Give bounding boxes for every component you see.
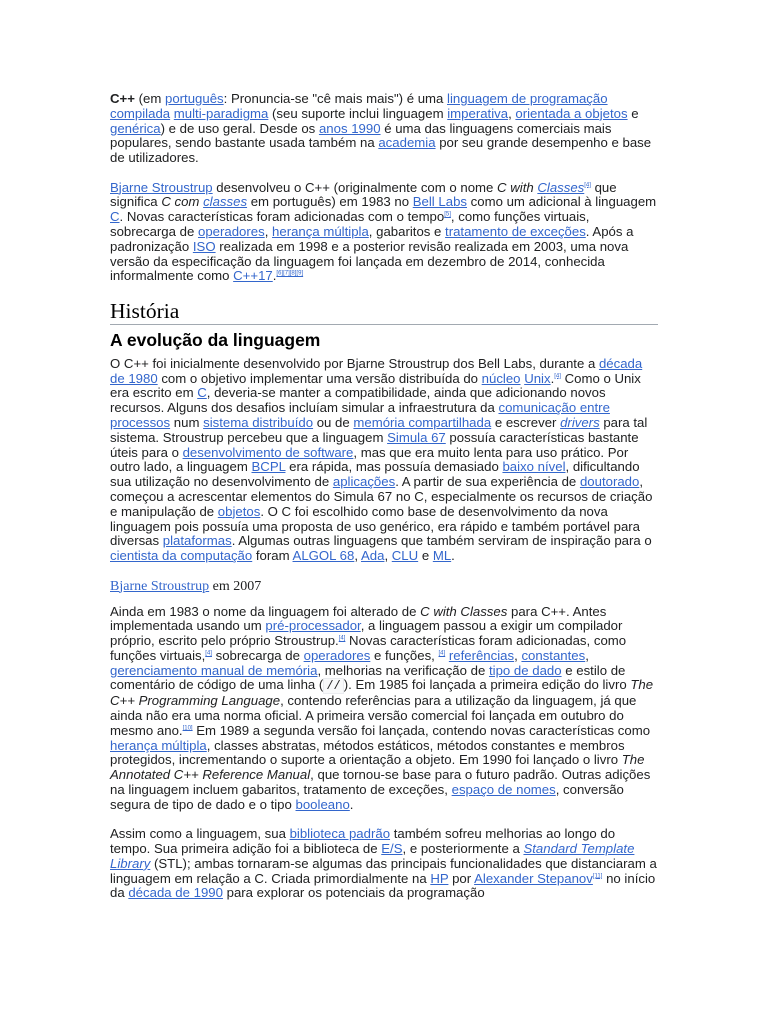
text: (em — [134, 91, 165, 106]
link-unix[interactable]: Unix — [524, 370, 551, 386]
reference-4[interactable]: [4] — [438, 650, 446, 657]
text: . — [550, 370, 555, 386]
text: que significa — [110, 179, 617, 210]
subsection-heading-evolucao: A evolução da linguagem — [110, 329, 321, 350]
reference-5[interactable]: [5] — [444, 211, 451, 218]
text: , mas que era muito lenta para uso prático. Por outro lado, a linguagem — [110, 444, 629, 475]
link-operadores[interactable]: operadores — [303, 647, 371, 663]
reference-4[interactable]: [4] — [554, 373, 561, 380]
text: foram — [252, 548, 293, 564]
text: com o objetivo implementar uma versão distribuída do — [157, 370, 482, 386]
text: , — [508, 105, 516, 121]
link-drivers[interactable]: drivers — [560, 414, 600, 430]
link-hp[interactable]: HP — [430, 870, 449, 886]
link-decada-1990[interactable]: década de 1990 — [128, 885, 223, 901]
text: , melhorias na verificação de — [317, 662, 489, 678]
link-heranca-multipla[interactable]: herança múltipla — [272, 223, 369, 239]
text: , como funções virtuais, sobrecarga de — [110, 209, 590, 239]
italic-text: C with — [497, 179, 538, 195]
link-bcpl[interactable]: BCPL — [251, 459, 286, 475]
link-bell-labs[interactable]: Bell Labs — [412, 194, 468, 210]
text: , dificultando sua utilização no desenvolvimento de — [110, 459, 640, 490]
link-tipo-de-dado[interactable]: tipo de dado — [488, 662, 562, 678]
link-imperativa[interactable]: imperativa — [447, 105, 509, 121]
text: em 2007 — [209, 578, 262, 594]
text: Novas características foram adicionadas, como funções virtuais, — [110, 633, 627, 663]
link-c[interactable]: C — [110, 209, 120, 225]
section-heading-historia: História — [110, 299, 658, 325]
text: por — [448, 870, 475, 886]
text: . A partir de sua experiência de — [395, 474, 580, 490]
link-nucleo[interactable]: núcleo — [481, 370, 521, 386]
link-alexander-stepanov[interactable]: Alexander Stepanov — [474, 870, 593, 886]
text: : Pronuncia-se "cê mais mais") é uma — [223, 91, 448, 106]
link-desenvolvimento-software[interactable]: desenvolvimento de software — [182, 444, 354, 460]
text: sobrecarga de — [211, 647, 304, 663]
link-cientista-computacao[interactable]: cientista da computação — [110, 548, 253, 564]
link-objetos[interactable]: objetos — [217, 503, 261, 519]
link-bjarne-stroustrup[interactable]: Bjarne Stroustrup — [110, 179, 213, 195]
link-orientada-objetos[interactable]: orientada a objetos — [515, 105, 628, 121]
link-tratamento-excecoes[interactable]: tratamento de exceções — [445, 223, 586, 239]
text: em português) em 1983 no — [247, 194, 413, 210]
text: Assim como a linguagem, sua — [110, 826, 290, 842]
text: e escrever — [491, 414, 561, 430]
link-pre-processador[interactable]: pré-processador — [265, 618, 361, 634]
reference-6-9[interactable]: [6][7][8][9] — [276, 270, 304, 277]
text: é uma das linguagens comerciais mais populares, sendo bastante usada também na — [110, 120, 612, 151]
link-c[interactable]: C — [197, 385, 207, 401]
historia-paragraph-2 — [110, 605, 658, 813]
code-comment: // — [323, 678, 343, 694]
link-standard-template-library[interactable]: Standard Template Library — [110, 841, 635, 871]
intro-paragraph-1 — [110, 92, 658, 166]
text: , — [264, 223, 273, 239]
link-decada-1980[interactable]: década de 1980 — [110, 355, 643, 386]
historia-paragraph-3 — [110, 827, 658, 901]
text: era rápida, mas possuía demasiado — [285, 459, 503, 475]
text: ) e de uso geral. Desde os — [160, 120, 319, 136]
link-anos-1990[interactable]: anos 1990 — [318, 120, 381, 136]
article-body — [110, 92, 658, 916]
text: , — [354, 548, 361, 564]
text: e estilo de comentário de código de uma linha ( — [110, 662, 626, 693]
link-sistema-distribuido[interactable]: sistema distribuído — [203, 414, 314, 430]
link-biblioteca-padrao[interactable]: biblioteca padrão — [289, 826, 391, 842]
text: . — [349, 796, 354, 812]
intro-paragraph-2 — [110, 181, 658, 285]
text: e — [418, 548, 433, 564]
text: , gabaritos e — [368, 223, 446, 239]
link-clu[interactable]: CLU — [391, 548, 419, 564]
link-iso[interactable]: ISO — [192, 238, 216, 254]
link-generica[interactable]: genérica — [110, 120, 161, 136]
italic-text: The Annotated C++ Reference Manual — [110, 752, 645, 783]
text: , contendo referências para a utilização da linguagem, já que ainda não era uma norma oficial. A primeira versão comercial foi lançada em outubro do mesmo ano. — [110, 693, 637, 738]
text: , e posteriormente a — [402, 841, 524, 857]
reference-11[interactable]: [11] — [592, 873, 603, 880]
link-booleano[interactable]: booleano — [295, 796, 350, 812]
link-portugues[interactable]: português — [164, 91, 224, 106]
text: também sofreu melhorias ao longo do tempo. Sua primeira adição foi a biblioteca de — [110, 826, 616, 857]
reference-4[interactable]: [4] — [338, 635, 346, 642]
link-ml[interactable]: ML — [432, 548, 452, 564]
reference-4[interactable]: [4] — [584, 182, 591, 189]
link-simula-67[interactable]: Simula 67 — [387, 429, 446, 445]
text: . — [451, 548, 455, 564]
text: , — [384, 548, 392, 564]
text: , deveria-se manter a compatibilidade, ainda que adicionando novos recursos. Alguns dos desafios incluíam simular a infraestrutura da — [110, 385, 606, 416]
link-classes-2[interactable]: classes — [203, 194, 248, 210]
link-multi-paradigma[interactable]: multi-paradigma — [173, 105, 269, 121]
text: para explorar os potenciais da programação — [222, 885, 485, 901]
link-classes[interactable]: Classes — [537, 179, 585, 195]
text: . Algumas outras linguagens que também serviram de inspiração para o — [231, 533, 652, 549]
text: O C++ foi inicialmente desenvolvido por Bjarne Stroustrup dos Bell Labs, durante a — [110, 355, 599, 371]
text: Ainda em 1983 o nome da linguagem foi alterado de — [110, 603, 421, 619]
text: e — [627, 105, 639, 121]
link-doutorado[interactable]: doutorado — [579, 474, 640, 490]
italic-text: C com — [161, 194, 204, 210]
text: Como o Unix era escrito em — [110, 370, 641, 401]
term-cpp: C++ — [110, 91, 135, 106]
historia-paragraph-1 — [110, 357, 658, 564]
text: por seu grande desempenho e base de utilizadores. — [110, 135, 652, 166]
text: como um adicional à linguagem — [467, 194, 657, 210]
link-constantes[interactable]: constantes — [521, 647, 586, 663]
text: , começou a acrescentar elementos do Simula 67 no C, especialmente os recursos de criação e manipulação de — [110, 474, 653, 519]
reference-4[interactable]: [4] — [205, 650, 212, 657]
link-linguagem-programacao[interactable]: linguagem de programação compilada — [110, 91, 608, 121]
link-aplicacoes[interactable]: aplicações — [332, 474, 396, 490]
link-referencias[interactable]: referências — [448, 647, 515, 663]
link-baixo-nivel[interactable]: baixo nível — [502, 459, 566, 475]
link-heranca-multipla[interactable]: herança múltipla — [110, 737, 207, 753]
italic-text: The C++ Programming Language — [110, 677, 654, 709]
text: desenvolveu o C++ (originalmente com o nome — [212, 179, 498, 195]
link-gerenciamento-memoria[interactable]: gerenciamento manual de memória — [110, 662, 318, 678]
text: , — [585, 647, 589, 663]
link-es[interactable]: E/S — [381, 841, 403, 857]
link-espaco-nomes[interactable]: espaço de nomes — [451, 782, 556, 798]
text: , a linguagem passou a exigir um compilador próprio, escrito pelo próprio Stroustrup. — [110, 618, 623, 649]
text: realizada em 1998 e a posterior revisão realizada em 2003, uma nova versão da especificação da linguagem foi lançada em dezembro de 2014, conhecida informalmente como — [110, 238, 629, 284]
text: . O C foi escolhido como base de desenvolvimento da nova linguagem pois possuía uma proposta de uso genérico, era rápido e também portável para diversas — [110, 503, 641, 549]
text: Em 1989 a segunda versão foi lançada, contendo novas características como — [192, 722, 651, 738]
link-comunicacao-processos[interactable]: comunicação entre processos — [110, 400, 610, 430]
text: . Após a padronização — [110, 223, 634, 254]
text: no início da — [110, 870, 656, 901]
link-bjarne-stroustrup-caption[interactable]: Bjarne Stroustrup — [110, 578, 210, 594]
text: e funções, — [370, 647, 439, 663]
text: , — [514, 647, 522, 663]
text: , classes abstratas, métodos estáticos, métodos constantes e membros protegidos, incrementando o suporte a orientação a objeto. Em 1990 foi lançado o livro — [110, 737, 625, 768]
text: , conversão segura de tipo de dado e o tipo — [110, 782, 624, 812]
link-algol-68[interactable]: ALGOL 68 — [292, 548, 355, 564]
text: . Novas características foram adicionadas com o tempo — [119, 209, 445, 225]
text: ou de — [313, 414, 354, 430]
italic-text: C with Classes — [420, 603, 508, 619]
text: , que tornou-se base para o futuro padrão. Outras adições na linguagem incluem gabaritos, tratamento de exceções, — [110, 767, 651, 798]
text: (STL); ambas tornaram-se algumas das principais funcionalidades que distanciaram a linguagem em relação a C. Criada primordialmente na — [110, 855, 657, 886]
link-operadores[interactable]: operadores — [197, 223, 265, 239]
text: possuía características bastante úteis para o — [110, 429, 639, 460]
reference-10[interactable]: [10] — [182, 725, 193, 732]
link-memoria-compartilhada[interactable]: memória compartilhada — [353, 414, 492, 430]
link-plataformas[interactable]: plataformas — [162, 533, 232, 549]
text: . — [272, 268, 277, 284]
link-ada[interactable]: Ada — [360, 548, 385, 564]
link-cpp17[interactable]: C++17 — [233, 268, 273, 284]
text: num — [170, 414, 204, 430]
text: ). Em 1985 foi lançada a primeira edição do livro — [343, 677, 631, 693]
text: (seu suporte inclui linguagem — [268, 105, 448, 121]
text: para tal sistema. Stroustrup percebeu que a linguagem — [110, 414, 648, 445]
link-academia[interactable]: academia — [378, 135, 436, 151]
text: para C++. Antes implementada usando um — [110, 603, 607, 634]
image-caption — [110, 579, 658, 595]
